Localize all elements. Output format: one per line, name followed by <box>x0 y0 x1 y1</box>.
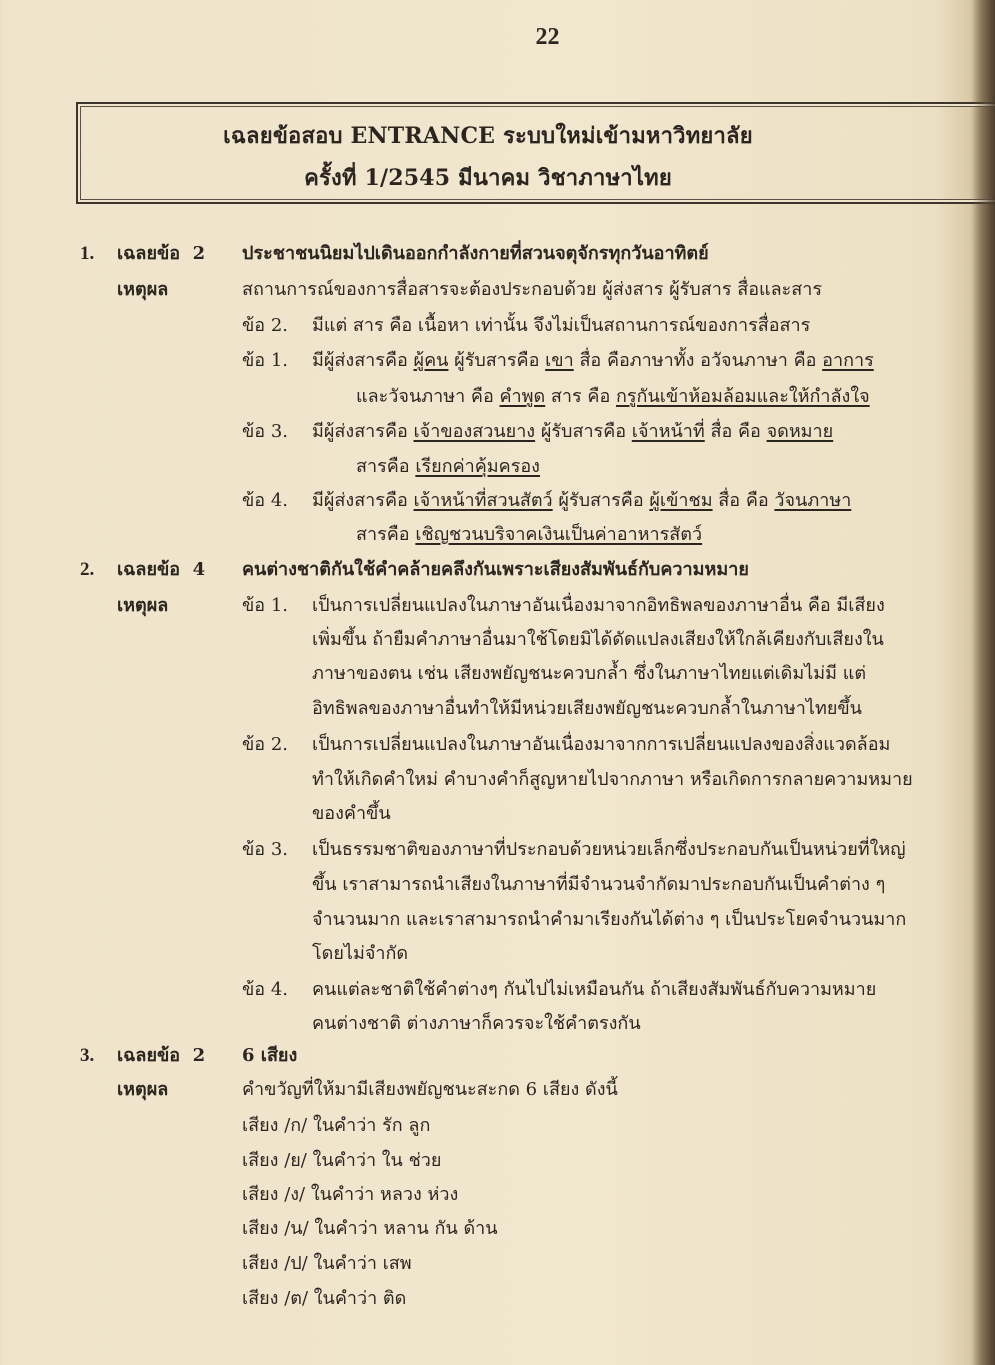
title-line-1: เฉลยข้อสอบ ENTRANCE ระบบใหม่เข้ามหาวิทยาลัย <box>223 123 753 149</box>
page-number: 22 <box>535 24 560 50</box>
choice-text-cont: โดยไม่จำกัด <box>312 943 409 964</box>
answer-label-text: เฉลยข้อ <box>117 1045 181 1066</box>
question-number: 1. <box>80 243 95 264</box>
title-line-2: ครั้งที่ 1/2545 มีนาคม วิชาภาษาไทย <box>304 165 672 191</box>
choice-text: คนแต่ละชาติใช้คำต่างๆ กันไปไม่เหมือนกัน ถ้าเสียงสัมพันธ์กับความหมาย <box>312 979 877 1000</box>
sound-item: เสียง /น/ ในคำว่า หลาน กัน ด้าน <box>242 1218 498 1239</box>
choice-label: ข้อ 2. <box>242 315 289 336</box>
choice-text: มีผู้ส่งสารคือ ผู้คน ผู้รับสารคือ เขา สื่อ คือภาษาทั้ง อวัจนภาษา คือ อาการ <box>312 350 874 371</box>
reason-label: เหตุผล <box>117 1079 169 1100</box>
answer-text: คนต่างชาติกันใช้คำคล้ายคลึงกันเพราะเสียงสัมพันธ์กับความหมาย <box>242 559 749 580</box>
choice-text: เป็นธรรมชาติของภาษาที่ประกอบด้วยหน่วยเล็กซึ่งประกอบกันเป็นหน่วยที่ใหญ่ <box>312 839 906 860</box>
question-number: 3. <box>80 1045 95 1066</box>
sound-item: เสียง /ย/ ในคำว่า ใน ช่วย <box>242 1150 442 1171</box>
sound-item: เสียง /ก/ ในคำว่า รัก ลูก <box>242 1115 431 1136</box>
sound-item: เสียง /ป/ ในคำว่า เสพ <box>242 1253 412 1274</box>
answer-choice: 2 <box>192 243 206 264</box>
choice-text-cont: อิทธิพลของภาษาอื่นทำให้มีหน่วยเสียงพยัญชนะควบกล้ำในภาษาไทยขึ้น <box>312 698 862 719</box>
choice-text-cont: ขึ้น เราสามารถนำเสียงในภาษาที่มีจำนวนจำกัดมาประกอบกันเป็นคำต่าง ๆ <box>312 874 886 895</box>
reason-label: เหตุผล <box>117 279 169 300</box>
answer-label <box>117 1044 205 1068</box>
choice-text-cont: สารคือ เชิญชวนบริจาคเงินเป็นค่าอาหารสัตว์ <box>356 524 703 545</box>
choice-label: ข้อ 1. <box>242 350 289 371</box>
choice-label: ข้อ 4. <box>242 490 289 511</box>
page-binding-shadow <box>973 0 995 1365</box>
answer-label <box>117 242 205 266</box>
choice-text-cont: คนต่างชาติ ต่างภาษาก็ควรจะใช้คำตรงกัน <box>312 1013 641 1034</box>
choice-text-cont: และวัจนภาษา คือ คำพูด สาร คือ กรูกันเข้าห้อมล้อมและให้กำลังใจ <box>356 386 870 407</box>
choice-text-cont: จำนวนมาก และเราสามารถนำคำมาเรียงกันได้ต่าง ๆ เป็นประโยคจำนวนมาก <box>312 909 907 930</box>
answer-text: ประชาชนนิยมไปเดินออกกำลังกายที่สวนจตุจักรทุกวันอาทิตย์ <box>242 243 709 264</box>
choice-label: ข้อ 3. <box>242 421 289 442</box>
choice-text: มีแต่ สาร คือ เนื้อหา เท่านั้น จึงไม่เป็นสถานการณ์ของการสื่อสาร <box>312 315 811 336</box>
question-number: 2. <box>80 559 95 580</box>
title-box <box>76 102 995 204</box>
choice-text-cont: ภาษาของตน เช่น เสียงพยัญชนะควบกล้ำ ซึ่งในภาษาไทยแต่เดิมไม่มี แต่ <box>312 663 867 684</box>
choice-text-cont: สารคือ เรียกค่าคุ้มครอง <box>356 456 540 477</box>
choice-text-cont: ทำให้เกิดคำใหม่ คำบางคำก็สูญหายไปจากภาษา หรือเกิดการกลายความหมาย <box>312 769 913 790</box>
reason-label: เหตุผล <box>117 595 169 616</box>
choice-label: ข้อ 2. <box>242 734 289 755</box>
choice-text: มีผู้ส่งสารคือ เจ้าของสวนยาง ผู้รับสารคือ เจ้าหน้าที่ สื่อ คือ จดหมาย <box>312 421 834 442</box>
answer-label <box>117 558 205 582</box>
reason-intro: สถานการณ์ของการสื่อสารจะต้องประกอบด้วย ผู้ส่งสาร ผู้รับสาร สื่อและสาร <box>242 279 823 300</box>
choice-label: ข้อ 3. <box>242 839 289 860</box>
choice-text-cont: ของคำขึ้น <box>312 803 391 824</box>
choice-text-cont: เพิ่มขึ้น ถ้ายืมคำภาษาอื่นมาใช้โดยมิได้ดัดแปลงเสียงให้ใกล้เคียงกับเสียงใน <box>312 629 884 650</box>
answer-choice: 2 <box>192 1045 206 1066</box>
answer-label-text: เฉลยข้อ <box>117 243 181 264</box>
answer-choice: 4 <box>192 559 206 580</box>
choice-label: ข้อ 4. <box>242 979 289 1000</box>
answer-text: 6 เสียง <box>242 1045 298 1066</box>
choice-text: เป็นการเปลี่ยนแปลงในภาษาอันเนื่องมาจากการเปลี่ยนแปลงของสิ่งแวดล้อม <box>312 734 891 755</box>
choice-label: ข้อ 1. <box>242 595 289 616</box>
choice-text: มีผู้ส่งสารคือ เจ้าหน้าที่สวนสัตว์ ผู้รับสารคือ ผู้เข้าชม สื่อ คือ วัจนภาษา <box>312 490 852 511</box>
reason-intro: คำขวัญที่ให้มามีเสียงพยัญชนะสะกด 6 เสียง ดังนี้ <box>242 1079 618 1100</box>
answer-label-text: เฉลยข้อ <box>117 559 181 580</box>
sound-item: เสียง /ง/ ในคำว่า หลวง ห่วง <box>242 1184 459 1205</box>
choice-text: เป็นการเปลี่ยนแปลงในภาษาอันเนื่องมาจากอิทธิพลของภาษาอื่น คือ มีเสียง <box>312 595 885 616</box>
sound-item: เสียง /ต/ ในคำว่า ติด <box>242 1288 407 1309</box>
